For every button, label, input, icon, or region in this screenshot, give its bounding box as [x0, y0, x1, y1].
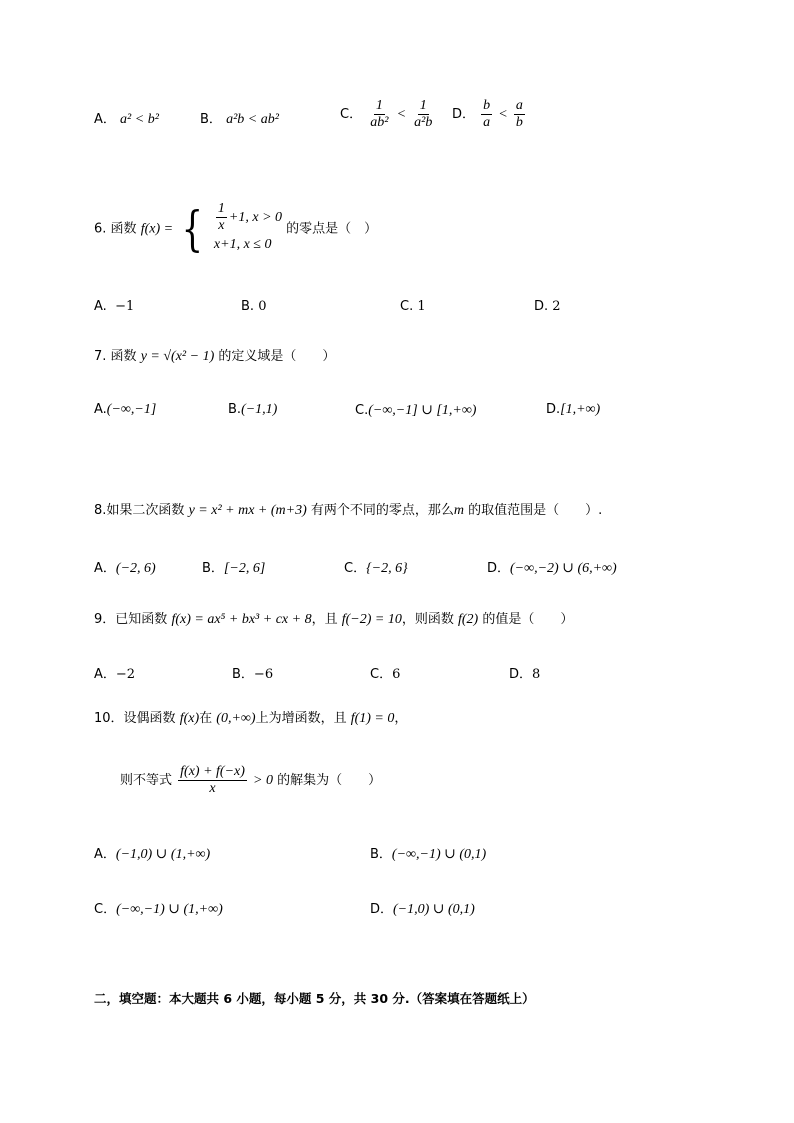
q9-option-a[interactable]: A．−2 — [94, 667, 136, 682]
section2-heading: 二，填空题：本大题共 6 小题，每小题 5 分，共 30 分.（答案填在答题纸上） — [94, 991, 535, 1006]
q9-stem — [94, 613, 573, 627]
q10-option-b[interactable]: B．(−∞,−1) ∪ (0,1) — [370, 847, 487, 862]
q5-option-a-expr: a² < b² — [120, 112, 159, 127]
q9-mid: ，且 — [311, 612, 338, 627]
q10-prefix: 设偶函数 — [123, 711, 176, 726]
q10-expr2: (0,+∞) — [216, 711, 256, 726]
q10-option-d[interactable]: D．(−1,0) ∪ (0,1) — [370, 902, 475, 917]
q7-option-d[interactable]: D.[1,+∞) — [546, 402, 601, 417]
q6-option-b[interactable]: B. 0 — [241, 299, 267, 314]
q9-number: 9． — [94, 612, 116, 627]
q8-suffix: 的取值范围是（ ）. — [468, 503, 603, 518]
q5-option-a-label: A． — [94, 112, 116, 127]
q5-option-d-frac2: $\frac{a}{b}$ — [515, 98, 523, 131]
q5-option-c-frac2: $\frac{1}{\text{a²b}}$ — [414, 98, 433, 131]
q5-option-b-label: B． — [200, 112, 222, 127]
q6-option-a[interactable]: A. −1 — [94, 299, 135, 314]
q5-option-a[interactable] — [94, 108, 159, 128]
q10-number: 10． — [94, 711, 124, 726]
q9-suffix: 的值是（ ） — [482, 612, 574, 627]
q6-brace: { — [181, 200, 204, 257]
q5-option-c-rel: < — [396, 107, 407, 123]
q5-option-d-rel: < — [498, 107, 508, 123]
q10-line2-suffix: 的解集为（ ） — [277, 773, 382, 789]
q6-case2: x+1, x ≤ 0 — [213, 237, 272, 253]
q8-stem — [94, 504, 602, 518]
q8-mid: 有两个不同的零点，那么 — [310, 503, 454, 518]
q9-option-d[interactable]: D．8 — [509, 667, 541, 682]
q8-prefix: 如果二次函数 — [106, 503, 185, 518]
q10-mid2: 上为增函数，且 — [255, 711, 347, 726]
q6-number: 6. — [94, 221, 107, 237]
q6-suffix: 的零点是（ ） — [286, 221, 378, 237]
q6-case1: $\frac{1}{x}$ +1, x > 0 — [217, 201, 283, 234]
q9-expr3: f(2) — [458, 612, 479, 627]
q8-var: m — [453, 503, 465, 518]
q6-fx: f(x) = — [140, 221, 174, 237]
q10-line2 — [120, 764, 381, 797]
q5-option-b[interactable] — [200, 108, 279, 128]
q6-prefix: 函数 — [110, 221, 137, 237]
q9-prefix: 已知函数 — [115, 612, 168, 627]
q6-option-c[interactable]: C. 1 — [400, 299, 426, 314]
q9-option-b[interactable]: B．−6 — [232, 667, 274, 682]
q7-prefix: 函数 — [110, 349, 137, 364]
q5-option-c-frac1: $\frac{1}{\text{ab²}}$ — [370, 98, 389, 131]
q7-option-b[interactable]: B.(−1,1) — [228, 402, 278, 417]
q5-option-c[interactable] — [340, 98, 436, 131]
q10-tail: ， — [394, 711, 408, 726]
q10-option-c[interactable]: C．(−∞,−1) ∪ (1,+∞) — [94, 902, 223, 917]
q8-expr: y = x² + mx + (m+3) — [188, 503, 307, 518]
q5-option-d-label: D． — [452, 107, 476, 123]
q9-expr2: f(−2) = 10 — [341, 612, 402, 627]
q10-mid: 在 — [199, 711, 213, 726]
q9-mid2: ，则函数 — [401, 612, 454, 627]
q7-expr: y = √(x² − 1) — [140, 349, 215, 364]
q5-option-c-label: C． — [340, 107, 363, 123]
q6-cases — [214, 201, 282, 257]
q5-option-b-expr: a²b < ab² — [226, 112, 279, 127]
q8-option-b[interactable]: B．[−2, 6] — [202, 561, 266, 576]
q7-option-c[interactable]: C.(−∞,−1] ∪ [1,+∞) — [355, 403, 477, 418]
q10-fraction: $\frac{f(x) + f(-x)}{x}$ — [180, 764, 245, 797]
q6-option-d[interactable]: D. 2 — [534, 299, 561, 314]
q7-stem — [94, 350, 335, 364]
q7-suffix: 的定义域是（ ） — [218, 349, 336, 364]
q10-rel: > 0 — [253, 773, 273, 789]
q8-option-c[interactable]: C．{−2, 6} — [344, 561, 408, 576]
q9-option-c[interactable]: C．6 — [370, 667, 401, 682]
q6-stem — [94, 201, 377, 257]
q5-option-d[interactable] — [452, 98, 527, 131]
q10-expr1: f(x) — [179, 711, 200, 726]
q5-option-d-frac1: $\frac{b}{a}$ — [483, 98, 491, 131]
q10-option-a[interactable]: A．(−1,0) ∪ (1,+∞) — [94, 847, 211, 862]
q10-line2-prefix: 则不等式 — [120, 773, 173, 789]
q8-number: 8. — [94, 503, 107, 518]
q7-option-a[interactable]: A.(−∞,−1] — [94, 402, 157, 417]
q7-number: 7. — [94, 349, 107, 364]
q10-stem — [94, 712, 407, 726]
q10-expr3: f(1) = 0 — [350, 711, 395, 726]
q8-option-a[interactable]: A．(−2, 6) — [94, 561, 156, 576]
q9-expr1: f(x) = ax⁵ + bx³ + cx + 8 — [171, 612, 312, 627]
q8-option-d[interactable]: D．(−∞,−2) ∪ (6,+∞) — [487, 561, 617, 576]
